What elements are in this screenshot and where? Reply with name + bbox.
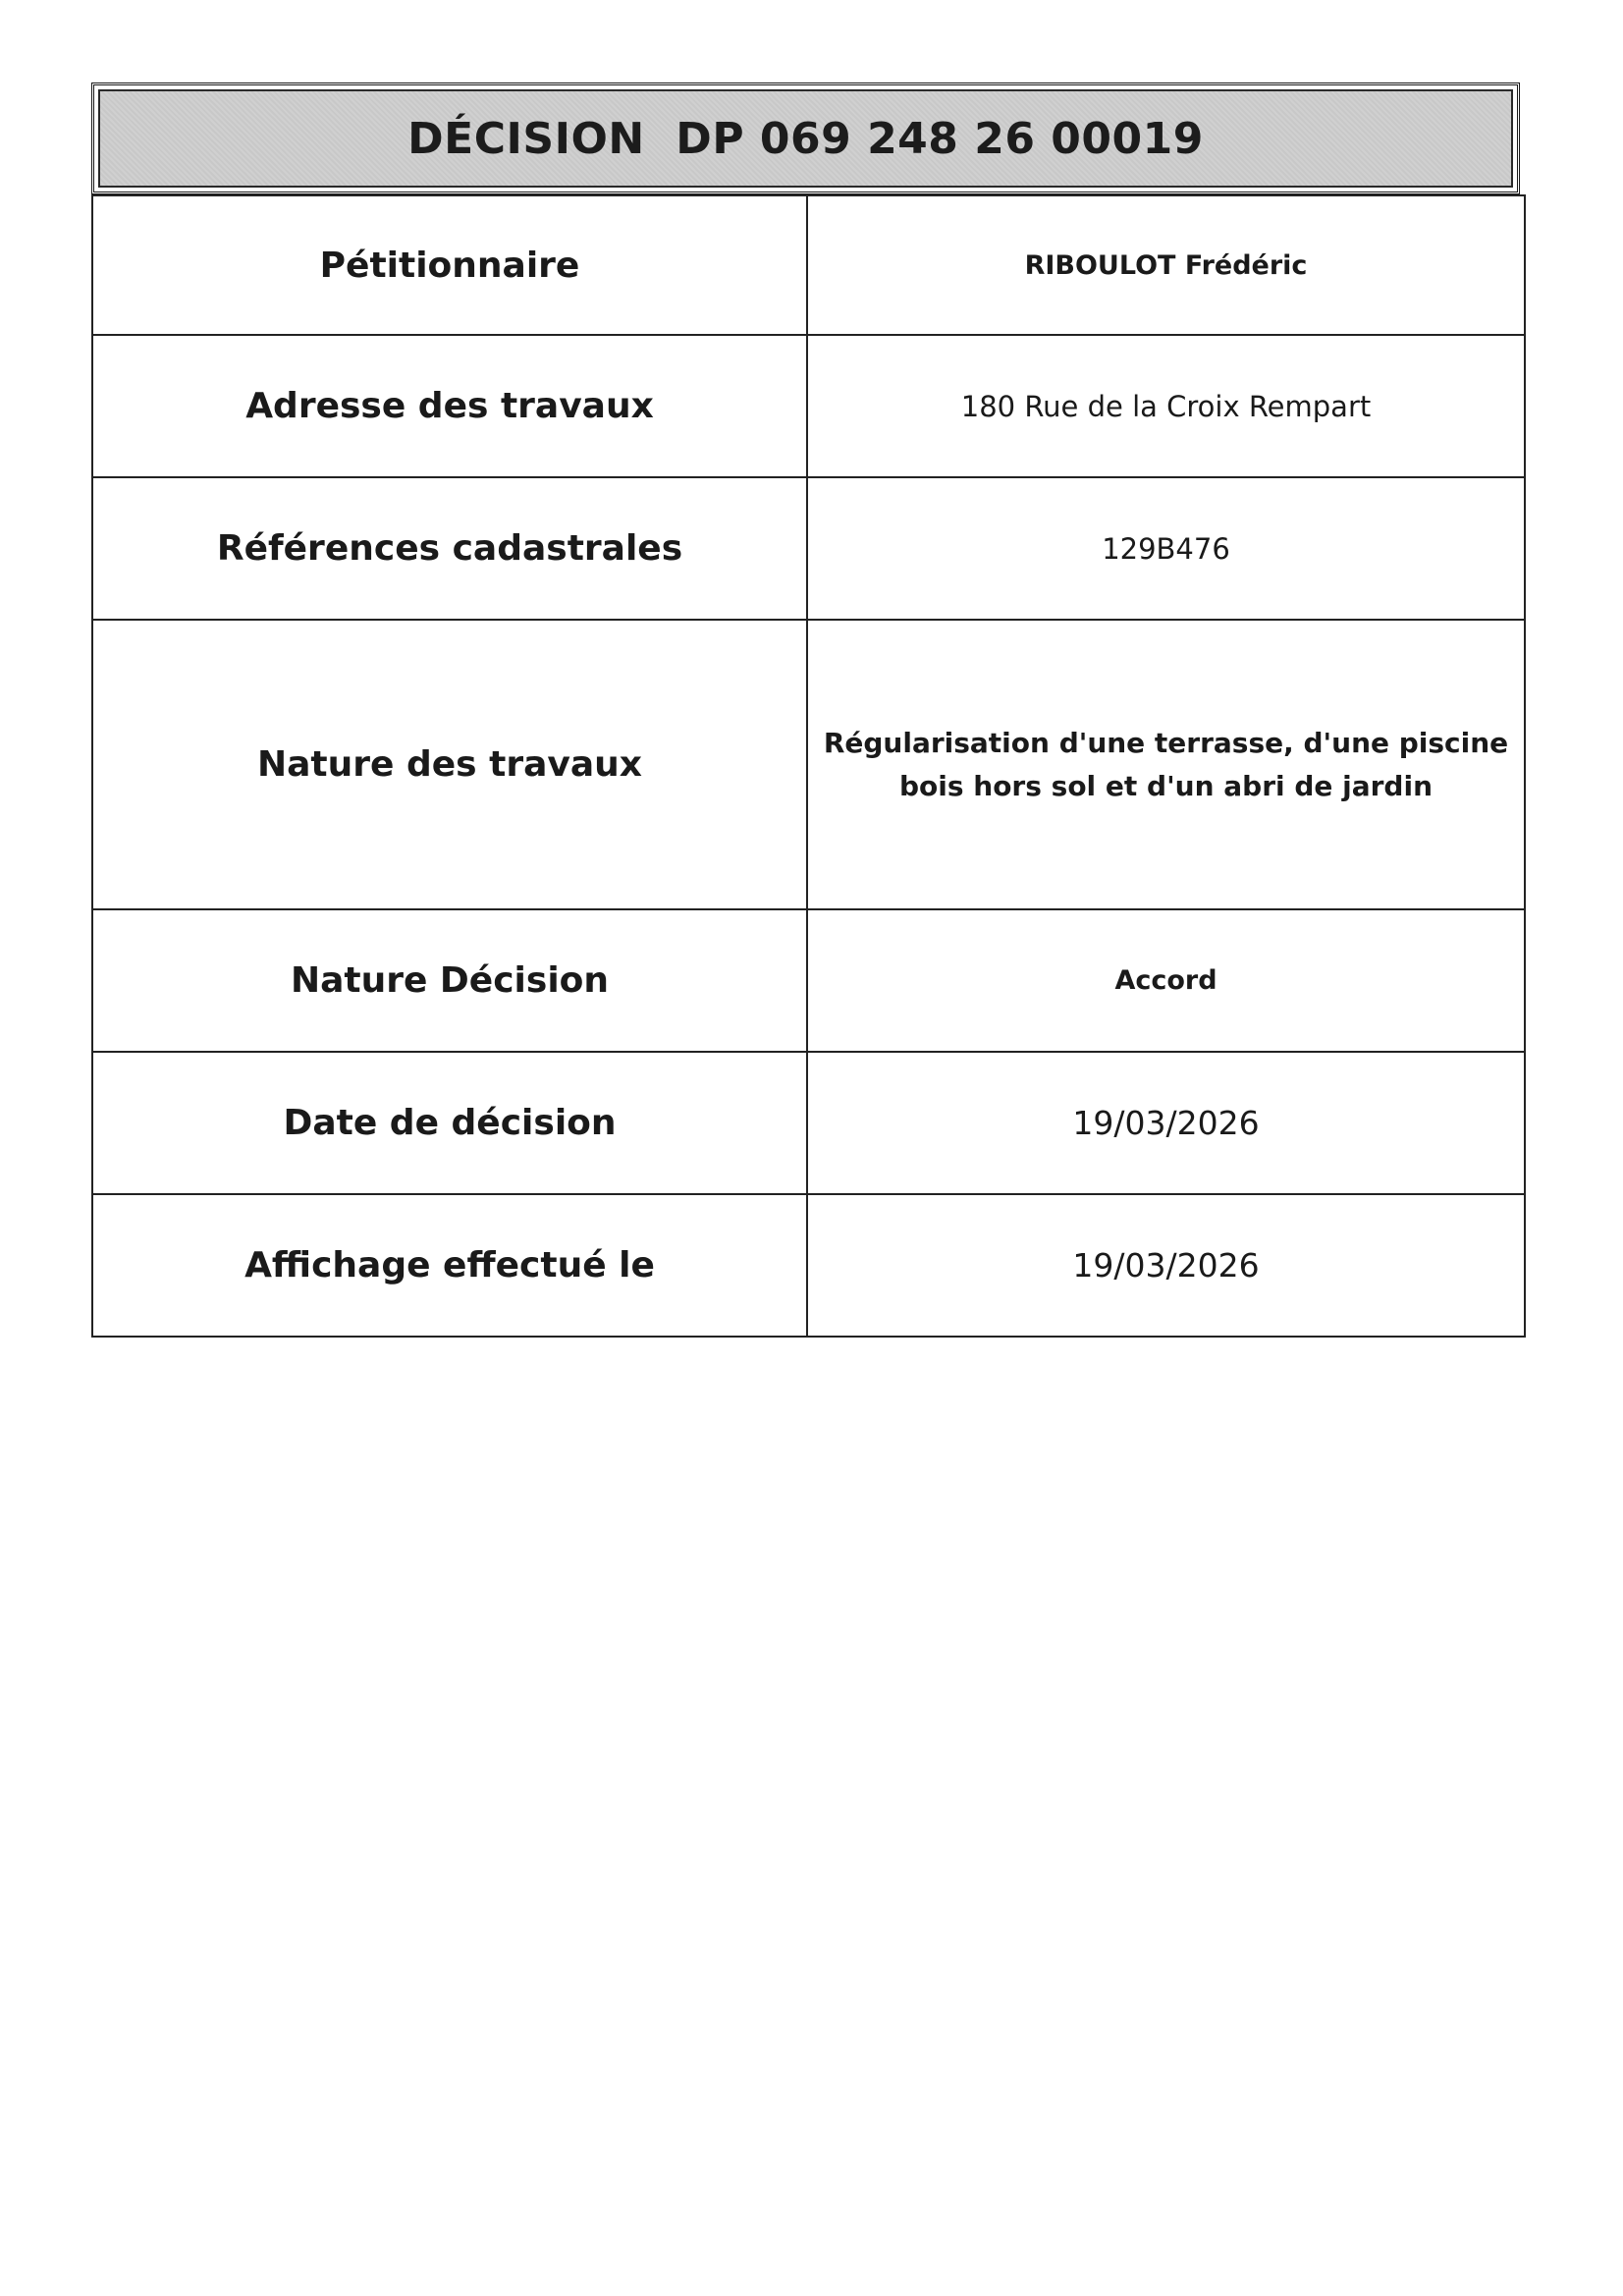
table-row (92, 1194, 1525, 1337)
decision-notice (91, 82, 1520, 1338)
date-decision-label: Date de décision (92, 1052, 807, 1194)
petitionnaire-value: RIBOULOT Frédéric (807, 195, 1525, 335)
date-decision-value: 19/03/2026 (807, 1052, 1525, 1194)
nature-decision-label: Nature Décision (92, 909, 807, 1052)
table-row (92, 477, 1525, 620)
table-row (92, 909, 1525, 1052)
table-row (92, 1052, 1525, 1194)
references-cadastrales-label: Références cadastrales (92, 477, 807, 620)
petitionnaire-label: Pétitionnaire (92, 195, 807, 335)
adresse-travaux-value: 180 Rue de la Croix Rempart (807, 335, 1525, 477)
decision-title: DÉCISION DP 069 248 26 00019 (407, 113, 1204, 164)
table-row (92, 620, 1525, 909)
affichage-effectue-value: 19/03/2026 (807, 1194, 1525, 1337)
decision-details-table (91, 194, 1526, 1338)
nature-travaux-value: Régularisation d'une terrasse, d'une piscine bois hors sol et d'un abri de jardin (807, 620, 1525, 909)
table-row (92, 195, 1525, 335)
references-cadastrales-value: 129B476 (807, 477, 1525, 620)
table-row (92, 335, 1525, 477)
affichage-effectue-label: Affichage effectué le (92, 1194, 807, 1337)
nature-travaux-label: Nature des travaux (92, 620, 807, 909)
adresse-travaux-label: Adresse des travaux (92, 335, 807, 477)
decision-header (91, 82, 1520, 194)
decision-header-box (98, 89, 1513, 188)
nature-decision-value: Accord (807, 909, 1525, 1052)
